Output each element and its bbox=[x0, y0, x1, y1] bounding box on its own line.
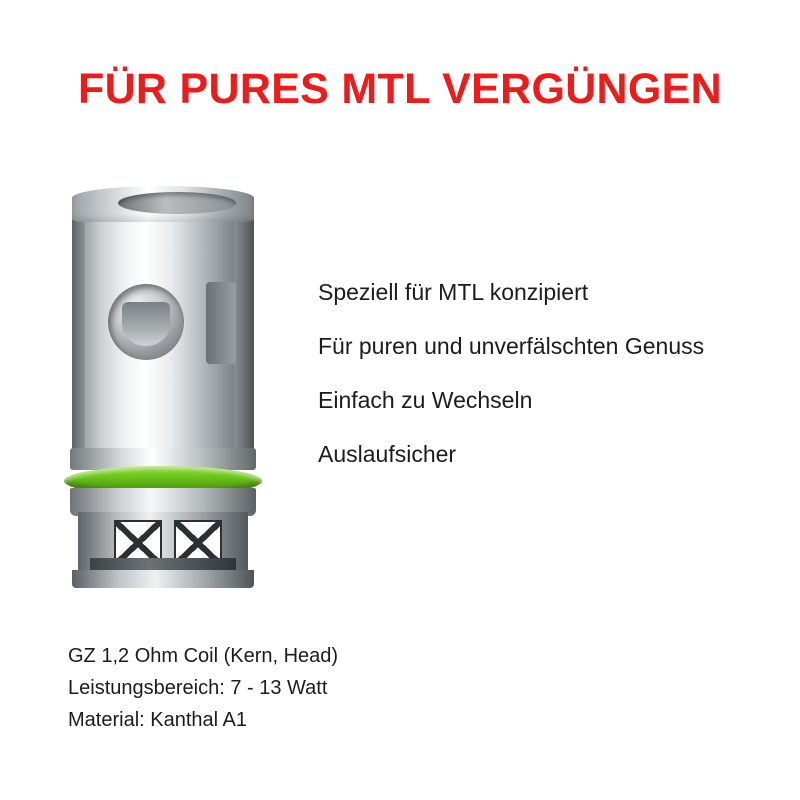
feature-item: Für puren und unverfälschten Genuss bbox=[318, 332, 705, 359]
coil-air-port bbox=[108, 284, 184, 360]
spec-item-material: Material: Kanthal A1 bbox=[68, 709, 247, 731]
spec-list bbox=[68, 640, 588, 736]
coil-barrel-left-edge bbox=[72, 202, 85, 454]
product-image bbox=[56, 186, 286, 592]
coil-top-face bbox=[72, 186, 254, 222]
coil-top-opening bbox=[118, 192, 236, 214]
feature-item: Einfach zu Wechseln bbox=[318, 386, 533, 413]
feature-item: Auslaufsicher bbox=[318, 440, 457, 467]
feature-list bbox=[318, 278, 748, 469]
coil-side-notch bbox=[206, 282, 236, 364]
coil-air-port-inner bbox=[122, 302, 170, 346]
spec-item-model: GZ 1,2 Ohm Coil (Kern, Head) bbox=[68, 645, 339, 667]
feature-item: Speziell für MTL konzipiert bbox=[318, 279, 589, 305]
spec-item-power-range: Leistungsbereich: 7 - 13 Watt bbox=[68, 677, 328, 699]
coil-base-plate bbox=[72, 570, 254, 588]
coil-barrel-right-edge bbox=[234, 202, 254, 454]
page-title: FÜR PURES MTL VERGÜNGEN bbox=[78, 65, 722, 113]
